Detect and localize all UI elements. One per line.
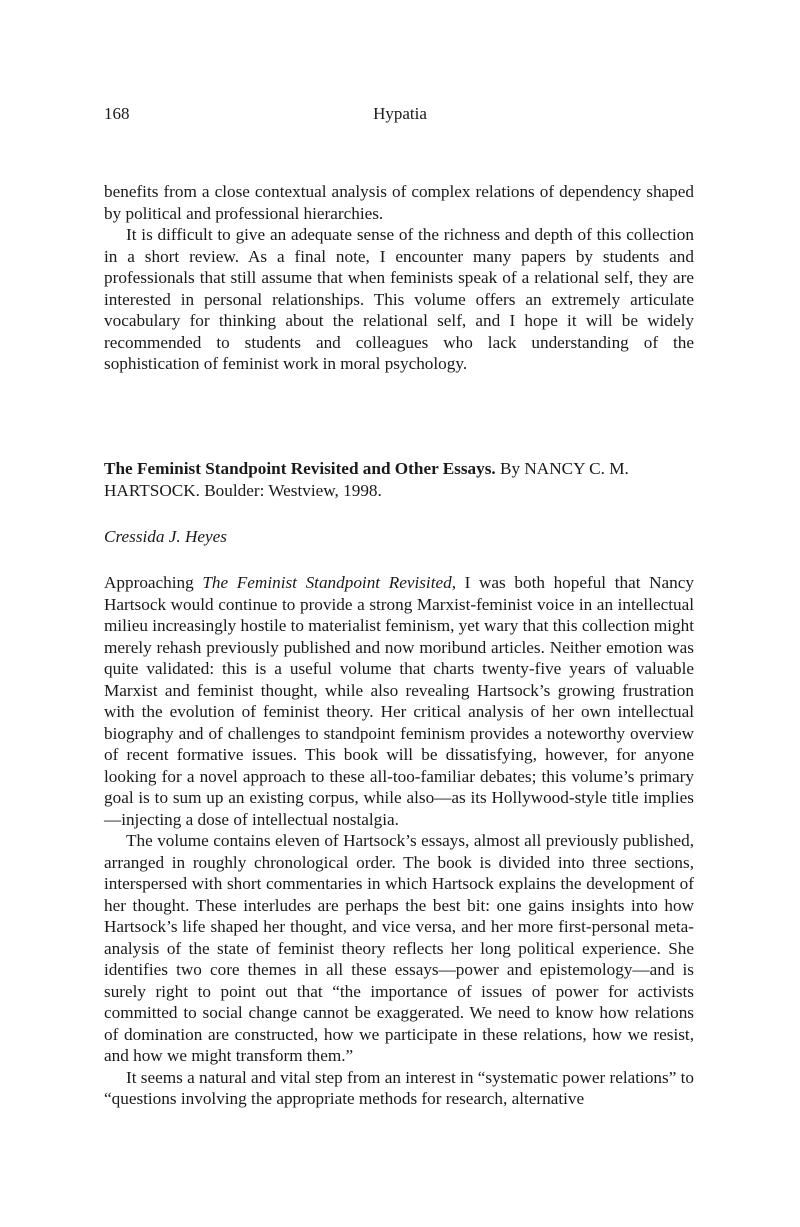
text: , I was both hopeful that Nancy Hartsock would continue to provide a strong Marxist-feminist voice in an intellectual milieu increasingly hostile to materialist feminism, yet wary that this collection might merely rehash previously published and now moribund articles. Neither emotion was quite validated: this is a useful volume that charts twenty-five years of valuable Marxist and feminist thought, while also revealing Hartsock’s growing frustration with the evolution of feminist theory. Her critical analysis of her own intellectual biography and of challenges to standpoint feminism provides a noteworthy overview of recent formative issues. This book will be dissatisfying, however, for anyone looking for a novel approach to these all-too-familiar debates; this volume’s primary goal is to sum up an existing corpus, while also—as its Hollywood-style title implies—injecting a dose of intellectual nostalgia.	[104, 573, 694, 829]
book-author-publisher: By NANCY C. M. HARTSOCK. Boulder: Westview, 1998.	[104, 459, 629, 500]
review-body	[104, 572, 694, 1110]
paragraph: benefits from a close contextual analysis of complex relations of dependency shaped by political and professional hierarchies.	[104, 182, 694, 223]
paragraph: It is difficult to give an adequate sense of the richness and depth of this collection in a short review. As a final note, I encounter many papers by students and professionals that still assume that when feminists speak of a relational self, they are interested in personal relationships. This volume offers an extremely articulate vocabulary for thinking about the relational self, and I hope it will be widely recommended to students and colleagues who lack understanding of the sophistication of feminist work in moral psychology.	[104, 225, 694, 373]
paragraph: The volume contains eleven of Hartsock’s essays, almost all previously published, arranged in roughly chronological order. The book is divided into three sections, interspersed with short commentaries in which Hartsock explains the development of her thought. These interludes are perhaps the best bit: one gains insights into how Hartsock’s life shaped her thought, and vice versa, and her more first-personal meta-analysis of the state of feminist theory reflects her long political experience. She identifies two core themes in all these essays—power and epistemology—and is surely right to point out that “the importance of issues of power for activists committed to social change cannot be exaggerated. We need to know how relations of domination are constructed, how we participate in these relations, how we resist, and how we might transform them.”	[104, 831, 694, 1065]
paragraph	[104, 572, 694, 830]
book-citation	[104, 458, 694, 501]
paragraph: It seems a natural and vital step from an interest in “systematic power relations” to “questions involving the appropriate methods for research, alternative	[104, 1067, 694, 1108]
text: Approaching	[104, 573, 203, 592]
page-number: 168	[104, 104, 130, 123]
book-title: The Feminist Standpoint Revisited and Other Essays.	[104, 459, 496, 478]
review-heading	[104, 458, 694, 501]
reviewer-name: Cressida J. Heyes	[104, 527, 227, 546]
running-title: Hypatia	[373, 104, 427, 123]
book-title-inline: The Feminist Standpoint Revisited	[202, 573, 452, 592]
previous-review-ending	[104, 181, 694, 375]
